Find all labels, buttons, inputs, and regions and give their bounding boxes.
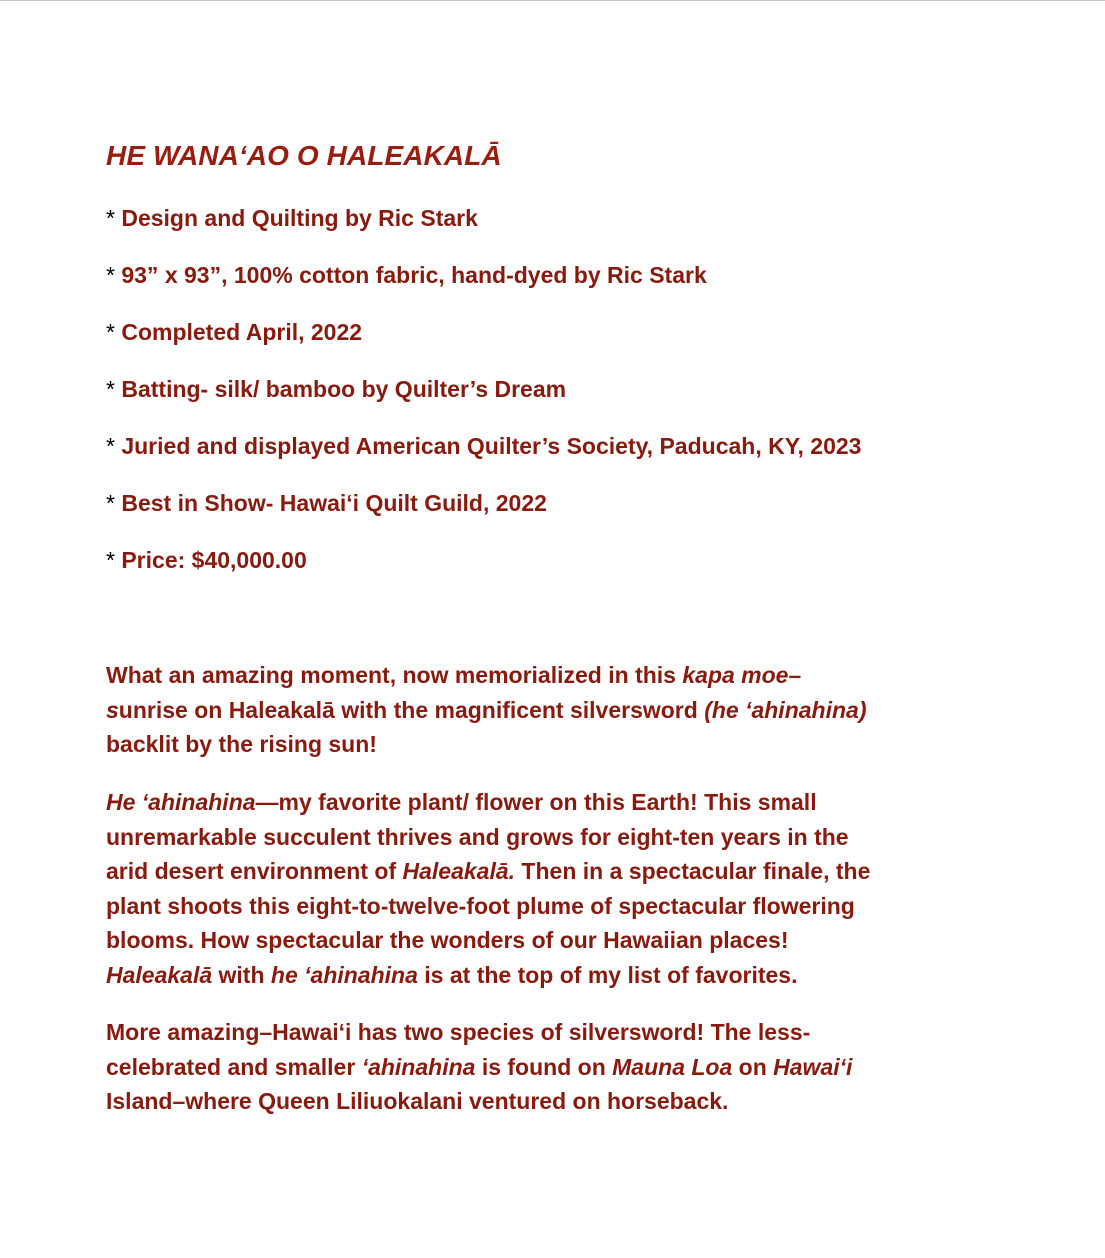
- paragraph-line: [106, 658, 996, 693]
- paragraph-line: [106, 693, 996, 728]
- paragraph-line: unremarkable succulent thrives and grows for eight-ten years in the: [106, 823, 849, 850]
- bullet-star: *: [106, 205, 115, 231]
- paragraph-line: [106, 785, 996, 820]
- text-run-italic: Haleakalā.: [402, 858, 516, 884]
- detail-text: Completed April, 2022: [114, 319, 363, 345]
- text-run-italic: s: [106, 696, 119, 723]
- bullet-star: *: [106, 262, 115, 288]
- bullet-star: *: [106, 547, 115, 573]
- detail-batting: [106, 374, 861, 404]
- bullet-star: *: [106, 490, 115, 516]
- paragraph-line: Island–where Queen Liliuokalani ventured on horseback.: [106, 1088, 729, 1114]
- paragraph-line: [106, 854, 996, 889]
- text-run: with: [212, 961, 271, 988]
- detail-text: Design and Quilting by Ric Stark: [114, 205, 478, 231]
- text-run-italic: ‘ahinahina: [361, 1053, 476, 1080]
- text-run-italic: He ‘ahinahina: [106, 789, 256, 815]
- text-run: arid desert environment of: [106, 858, 403, 884]
- bullet-star: *: [106, 433, 115, 459]
- text-run: unrise on Haleakalā with the magnificent silversword: [118, 696, 705, 723]
- text-run-italic: kapa moe: [682, 662, 789, 688]
- paragraph-line: plant shoots this eight-to-twelve-foot plume of spectacular flowering: [106, 892, 855, 919]
- paragraph-line: blooms. How spectacular the wonders of our Hawaiian places!: [106, 927, 789, 953]
- text-run-italic: Mauna Loa: [612, 1053, 733, 1080]
- detail-text: Price: $40,000.00: [114, 547, 307, 573]
- text-run: on: [732, 1053, 774, 1080]
- text-run: —my favorite plant/ flower on this Earth! This small: [255, 789, 817, 815]
- paragraph-line: [106, 1050, 996, 1085]
- detail-price: [106, 545, 861, 575]
- detail-design: [106, 203, 861, 233]
- text-run: is at the top of my list of favorites.: [417, 961, 798, 988]
- description-paragraph-2: [106, 785, 996, 992]
- text-run: celebrated and smaller: [106, 1053, 362, 1080]
- text-run-italic: Haleakalā: [106, 961, 213, 988]
- description-paragraph-3: [106, 1015, 996, 1119]
- bullet-star: *: [106, 376, 115, 402]
- text-run: Then in a spectacular finale, the: [515, 858, 871, 884]
- text-run-italic: Hawai‘i: [773, 1053, 853, 1080]
- detail-text: 93” x 93”, 100% cotton fabric, hand-dyed by Ric Stark: [114, 262, 707, 288]
- detail-award: [106, 488, 861, 518]
- detail-juried: [106, 431, 861, 461]
- description-paragraph-1: [106, 658, 996, 762]
- detail-text: Juried and displayed American Quilter’s Society, Paducah, KY, 2023: [114, 433, 862, 459]
- detail-completed: [106, 317, 861, 347]
- paragraph-line: [106, 958, 996, 993]
- detail-text: Best in Show- Hawai‘i Quilt Guild, 2022: [114, 490, 547, 516]
- detail-size: [106, 260, 861, 290]
- text-run-italic: (he ‘ahinahina): [704, 696, 867, 723]
- bullet-star: *: [106, 319, 115, 345]
- paragraph-line: backlit by the rising sun!: [106, 731, 377, 757]
- page-title: HE WANA‘AO O HALEAKALĀ: [106, 140, 502, 171]
- paragraph-line: More amazing–Hawai‘i has two species of silversword! The less-: [106, 1019, 811, 1045]
- text-run: What an amazing moment, now memorialized in this: [106, 662, 683, 688]
- quilt-details-list: [106, 203, 861, 602]
- text-run-italic: –: [788, 662, 802, 688]
- detail-text: Batting- silk/ bamboo by Quilter’s Dream: [114, 376, 567, 402]
- text-run: is found on: [475, 1053, 613, 1080]
- text-run-italic: he ‘ahinahina: [270, 961, 418, 988]
